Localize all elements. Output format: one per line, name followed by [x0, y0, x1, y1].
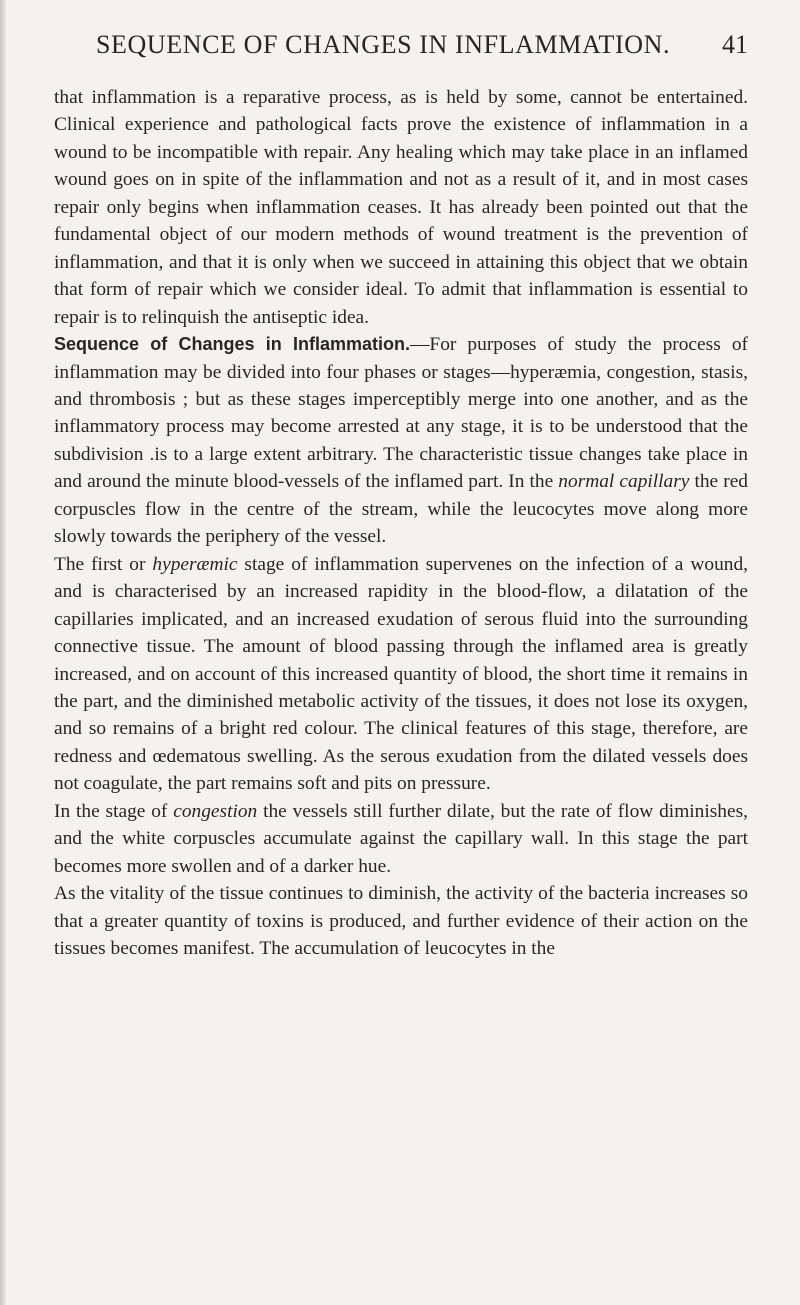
paragraph-3-text-b: stage of inflammation supervenes on the infection of a wound, and is characterised by an increased rapidity in the blood-flow, a dilatation of the capillaries implicated, and an increased exudation of serous fluid into the surrounding connective tissue. The amount of blood passing through the inflamed area is greatly increased, and on account of this increased quantity of blood, the short time it remains in the part, and the diminished metabolic activity of the tissues, it does not lose its oxygen, and so remains of a bright red colour. The clinical features of this stage, therefore, are redness and œdematous swelling. As the serous exudation from the dilated vessels does not coagulate, the part remains soft and pits on pressure.	[54, 553, 748, 795]
paragraph-4-text-a: In the stage of	[54, 800, 174, 822]
section-heading: Sequence of Changes in Inflammation.	[54, 334, 411, 355]
paragraph-2-italic: normal capillary	[558, 471, 690, 493]
paragraph-2	[54, 331, 748, 551]
paragraph-4-text-b: the vessels still further dilate, but the rate of flow diminishes, and the white corpuscles accumulate against the capillary wall. In this stage the part becomes more swollen and of a darker hue.	[54, 800, 748, 877]
paragraph-4-italic: congestion	[173, 800, 258, 822]
running-title: SEQUENCE OF CHANGES IN INFLAMMATION.	[95, 30, 671, 59]
paragraph-4	[54, 798, 748, 880]
paragraph-3-italic: hyperæmic	[152, 553, 238, 575]
page-number: 41	[722, 30, 748, 59]
body-text	[54, 84, 748, 963]
paragraph-3-text-a: The first or	[54, 553, 153, 575]
page-edge	[0, 0, 6, 1305]
paragraph-5: As the vitality of the tissue continues to diminish, the activity of the bacteria increases so that a greater quantity of toxins is produced, and further evidence of their action on the tissues becomes manifest. The accumulation of leucocytes in the	[54, 883, 748, 960]
paragraph-2-text-a: —For purposes of study the process of inflammation may be divided into four phases or stages—hyperæmia, congestion, stasis, and thrombosis ; but as these stages imperceptibly merge into one another, and as the inflammatory process may become arrested at any stage, it is to be understood that the subdivision .is to a large extent arbitrary. The characteristic tissue changes take place in and around the minute blood-vessels of the inflamed part. In the	[54, 334, 748, 493]
running-head	[58, 30, 748, 70]
paragraph-2-text-b: the red corpuscles flow in the centre of the stream, while the leucocytes move along more slowly towards the periphery of the vessel.	[54, 471, 748, 548]
paragraph-3	[54, 551, 748, 798]
paragraph-1: that inflammation is a reparative process, as is held by some, cannot be entertained. Clinical experience and pathological facts prove the existence of inflammation in a wound to be incompatible with repair. Any healing which may take place in an inflamed wound goes on in spite of the inflammation and not as a result of it, and in most cases repair only begins when inflammation ceases. It has already been pointed out that the fundamental object of our modern methods of wound treatment is the prevention of inflammation, and that it is only when we succeed in attaining this object that we obtain that form of repair which we consider ideal. To admit that inflammation is essential to repair is to relinquish the antiseptic idea.	[54, 87, 748, 328]
